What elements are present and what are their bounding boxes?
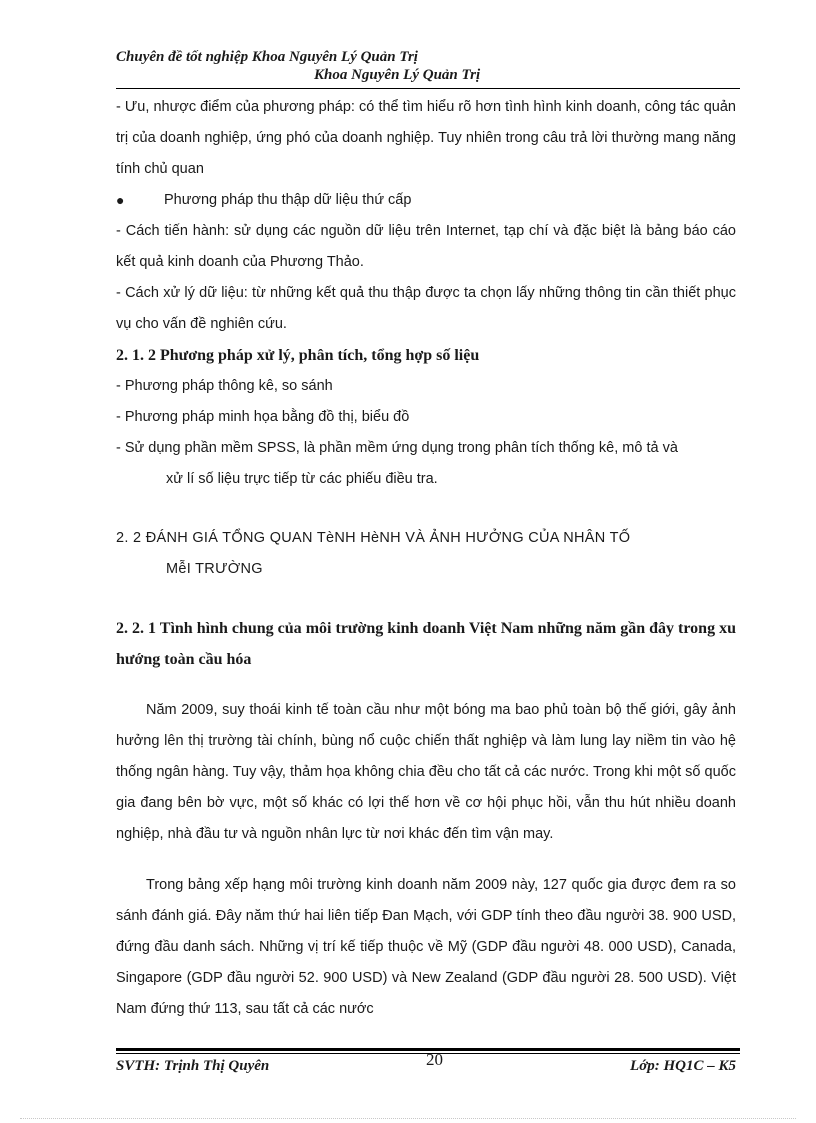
page-footer [116, 1050, 740, 1080]
spacer [116, 495, 736, 523]
paragraph-ranking: Trong bảng xếp hạng môi trường kinh doanh năm 2009 này, 127 quốc gia được đem ra so sánh đánh giá. Đây năm thứ hai liên tiếp Đan Mạch, với GDP tính theo đầu người 38. 900 USD, đứng đầu danh sách. Những vị trí kế tiếp thuộc về Mỹ (GDP đầu người 48. 000 USD), Canada, Singapore (GDP đầu người 52. 900 USD) và New Zealand (GDP đầu người 28. 500 USD). Việt Nam đứng thứ 113, sau tất cả các nước [116, 877, 736, 1017]
page-body [116, 92, 736, 1025]
list-item-statistics: - Phương pháp thông kê, so sánh [116, 378, 333, 394]
subheading-methods: 2. 1. 2 Phương pháp xử lý, phân tích, tổng hợp số liệu [116, 347, 480, 364]
header-title: Chuyên đề tốt nghiệp Khoa Nguyên Lý Quản Trị [116, 49, 418, 65]
spacer [116, 585, 736, 613]
paragraph-method: - Cách tiến hành: sử dụng các nguồn dữ liệu trên Internet, tạp chí và đặc biệt là bảng báo cáo kết quả kinh doanh của Phương Thảo. [116, 223, 736, 270]
subheading-overview: 2. 2. 1 Tình hình chung của môi trường kinh doanh Việt Nam những năm gần đây trong xu hướng toàn cầu hóa [116, 620, 736, 668]
bullet-icon: ● [116, 192, 125, 208]
footer-author: SVTH: Trịnh Thị Quyên [116, 1058, 270, 1074]
paragraph-recession: Năm 2009, suy thoái kinh tế toàn cầu như một bóng ma bao phủ toàn bộ thế giới, gây ảnh hưởng lên thị trường tài chính, bùng nổ cuộc chiến thất nghiệp và làm lung lay niềm tin vào hệ thống ngân hàng. Tuy vậy, thảm họa không chia đều cho tất cả các nước. Trong khi một số quốc gia đang bên bờ vực, một số khác có lợi thế hơn về cơ hội phục hồi, vẫn thu hút nhiều doanh nghiệp, nhà đầu tư và nguồn nhân lực từ nơi khác đến tìm vận may. [116, 702, 736, 842]
list-item-spss: - Sử dụng phần mềm SPSS, là phần mềm ứng dụng trong phân tích thống kê, mô tả và [116, 440, 678, 456]
section-title-cont: MễI TRƯỜNG [166, 561, 263, 577]
paragraph-processing: - Cách xử lý dữ liệu: từ những kết quả thu thập được ta chọn lấy những thông tin cần thiết phục vụ cho vấn đề nghiên cứu. [116, 285, 736, 332]
page-number: 20 [426, 1050, 443, 1069]
page-header [116, 48, 740, 84]
section-title: 2. 2 ĐÁNH GIÁ TỔNG QUAN TèNH HèNH VÀ ẢNH HƯỞNG CỦA NHÂN TỐ [116, 530, 631, 546]
list-item-spss-cont: xử lí số liệu trực tiếp từ các phiếu điều tra. [166, 471, 438, 487]
list-item-charts: - Phương pháp minh họa bằng đồ thị, biểu đồ [116, 409, 410, 425]
page-edge-dots [20, 1118, 796, 1119]
bullet-item [116, 185, 736, 216]
footer-class: Lớp: HQ1C – K5 [630, 1058, 736, 1074]
paragraph-pros-cons: - Ưu, nhược điểm của phương pháp: có thể tìm hiểu rõ hơn tình hình kinh doanh, công tác quản trị của doanh nghiệp, ứng phó của doanh nghiệp. Tuy nhiên trong câu trả lời thường mang năng tính chủ quan [116, 99, 736, 177]
header-rule [116, 88, 740, 89]
bullet-text: Phương pháp thu thập dữ liệu thứ cấp [164, 192, 412, 208]
header-subtitle: Khoa Nguyên Lý Quản Trị [314, 67, 481, 83]
